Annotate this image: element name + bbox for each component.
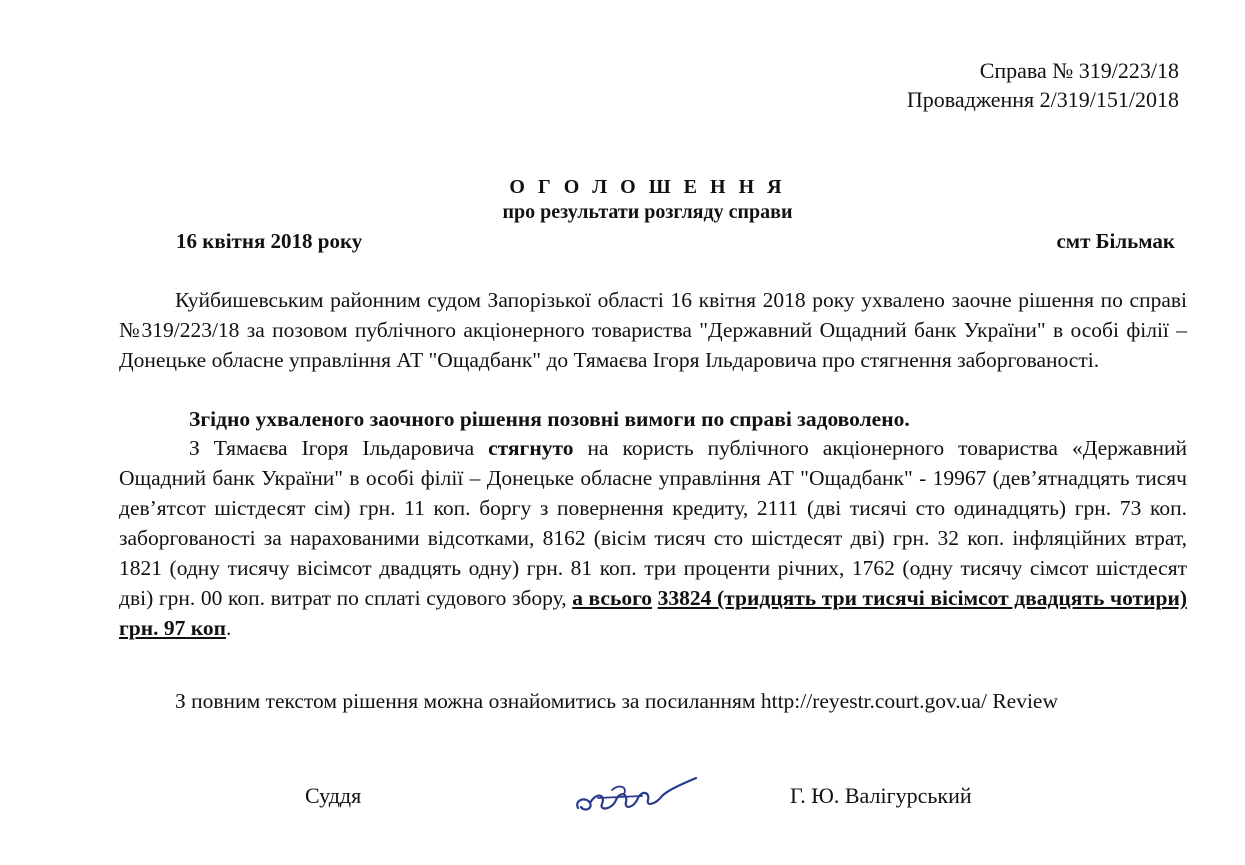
handwritten-signature bbox=[572, 770, 702, 825]
proceeding-number: Провадження 2/319/151/2018 bbox=[906, 87, 1179, 112]
announcement-date: 16 квітня 2018 року bbox=[176, 229, 363, 253]
recovery-details: на користь публічного акціонерного товариства «Державний Ощадний банк України" в особі філії – Донецьке обласне управління АТ "Ощадбанк" - 19967 (дев’ятнадцять тисяч дев’ятсот шістдесят сім) грн. 11 коп. боргу з повернення кредиту, 2111 (дві тисячі сто одинадцять) грн. 73 коп. заборгованості за нарахованими відсотками, 8162 (вісім тисяч сто шістдесят дві) грн. 32 коп. інфляційних втрат, 1821 (одну тисячу вісімсот двадцять одну) грн. 81 коп. три проценти річних, 1762 (одну тисячу сімсот шістдесят дві) грн. 00 коп. витрат по сплаті судового збору, bbox=[119, 436, 1187, 610]
paragraph-recovery-text bbox=[119, 433, 1187, 643]
paragraph-decision-text: Куйбишевським районним судом Запорізької області 16 квітня 2018 року ухвалено заочне рішення по справі №319/223/18 за позовом публічного акціонерного товариства "Державний Ощадний банк України" в особі філії – Донецьке обласне управління АТ "Ощадбанк" до Тямаєва Ігоря Ільдаровича про стягнення заборгованості. bbox=[119, 288, 1187, 372]
recovery-end: . bbox=[225, 616, 232, 640]
judge-label: Суддя bbox=[305, 783, 362, 808]
paragraph-link bbox=[119, 686, 1187, 716]
paragraph-link-text: З повним текстом рішення можна ознайомитись за посиланням http://reyestr.court.gov.ua/ Review bbox=[175, 689, 1058, 713]
total-amount: 33824 (тридцять три тисячі вісімсот двадцять чотири) грн. 97 коп bbox=[119, 586, 1188, 640]
paragraph-recovery bbox=[119, 433, 1187, 643]
announcement-title: О Г О Л О Ш Е Н Н Я bbox=[509, 176, 786, 198]
paragraph-decision bbox=[119, 285, 1187, 375]
case-reference bbox=[907, 56, 1179, 114]
recovery-verb: стягнуто bbox=[488, 436, 574, 460]
paragraph-satisfied-text: Згідно ухваленого заочного рішення позовні вимоги по справі задоволено. bbox=[189, 407, 910, 431]
announcement-place: смт Більмак bbox=[1056, 229, 1175, 253]
judge-name: Г. Ю. Валігурський bbox=[790, 783, 972, 808]
announcement-subtitle: про результати розгляду справи bbox=[502, 201, 793, 223]
total-label: а всього bbox=[572, 586, 653, 610]
paragraph-satisfied bbox=[119, 404, 1187, 434]
recovery-intro: З Тямаєва Ігоря Ільдаровича bbox=[189, 436, 489, 460]
case-number: Справа № 319/223/18 bbox=[979, 58, 1179, 83]
